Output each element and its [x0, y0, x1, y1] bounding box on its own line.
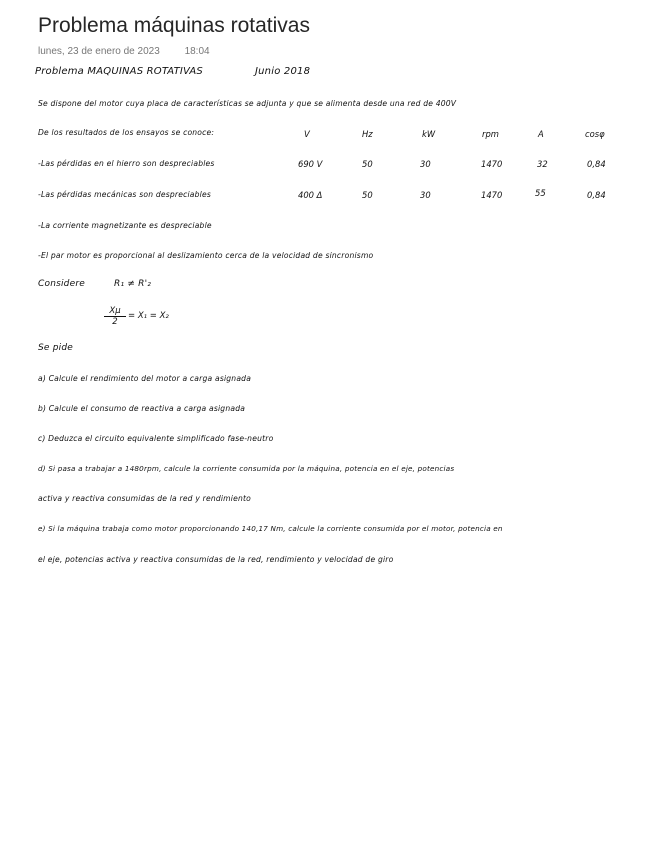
line-assumption-mag: -La corriente magnetizante es despreciable: [38, 221, 212, 230]
note-time: 18:04: [184, 46, 210, 57]
question-b: b) Calcule el consumo de reactiva a carga asignada: [38, 404, 246, 413]
table-header-cell: Hz: [362, 129, 373, 139]
consider-label: Considere: [38, 279, 85, 289]
note-meta: [38, 46, 210, 57]
question-a: a) Calcule el rendimiento del motor a carga asignada: [38, 374, 252, 383]
table-cell: 30: [420, 190, 431, 200]
table-cell: 690 V: [298, 159, 323, 169]
table-cell: 0,84: [587, 190, 606, 200]
handwritten-heading-date: Junio 2018: [255, 66, 311, 77]
handwritten-heading: Problema MAQUINAS ROTATIVAS: [35, 66, 203, 77]
question-e-line2: el eje, potencias activa y reactiva consumidas de la red, rendimiento y velocidad de giro: [38, 555, 394, 564]
formula-numerator: Xμ: [104, 306, 126, 317]
table-cell: 32: [537, 159, 548, 169]
table-header-cell: V: [304, 129, 310, 139]
table-cell: 0,84: [587, 159, 606, 169]
question-e-line1: e) Si la máquina trabaja como motor proporcionando 140,17 Nm, calcule la corriente consumida por el motor, potencia en: [38, 524, 503, 533]
table-cell: 30: [420, 159, 431, 169]
table-header-cell: A: [538, 129, 544, 139]
formula-denominator: 2: [112, 317, 118, 327]
line-assumption-torque: -El par motor es proporcional al deslizamiento cerca de la velocidad de sincronismo: [38, 251, 374, 260]
table-cell: 50: [362, 190, 373, 200]
line-se-pide: Se pide: [38, 343, 73, 353]
table-cell: 55: [535, 188, 546, 198]
table-cell: 1470: [481, 159, 503, 169]
line-tests-intro: De los resultados de los ensayos se conoce:: [38, 128, 215, 137]
page-title: Problema máquinas rotativas: [38, 14, 310, 37]
table-header-cell: kW: [422, 129, 436, 139]
table-header-cell: rpm: [482, 129, 499, 139]
table-cell: 1470: [481, 190, 503, 200]
table-header-cell: cosφ: [585, 129, 605, 139]
formula-equality: = X₁ = X₂: [128, 311, 169, 321]
table-cell: 400 Δ: [298, 190, 323, 200]
question-d-line1: d) Si pasa a trabajar a 1480rpm, calcule la corriente consumida por la máquina, potencia en el eje, potencias: [38, 464, 455, 473]
line-assumption-mech: -Las pérdidas mecánicas son despreciables: [38, 190, 211, 199]
note-date: lunes, 23 de enero de 2023: [38, 46, 160, 57]
consider-expression: R₁ ≠ R'₂: [114, 279, 152, 289]
question-c: c) Deduzca el circuito equivalente simplificado fase-neutro: [38, 434, 274, 443]
line-consider: [38, 279, 151, 289]
table-cell: 50: [362, 159, 373, 169]
formula-fraction: [104, 306, 126, 327]
line-intro: Se dispone del motor cuya placa de características se adjunta y que se alimenta desde una red de 400V: [38, 99, 457, 108]
line-assumption-iron: -Las pérdidas en el hierro son despreciables: [38, 159, 215, 168]
question-d-line2: activa y reactiva consumidas de la red y rendimiento: [38, 494, 251, 503]
